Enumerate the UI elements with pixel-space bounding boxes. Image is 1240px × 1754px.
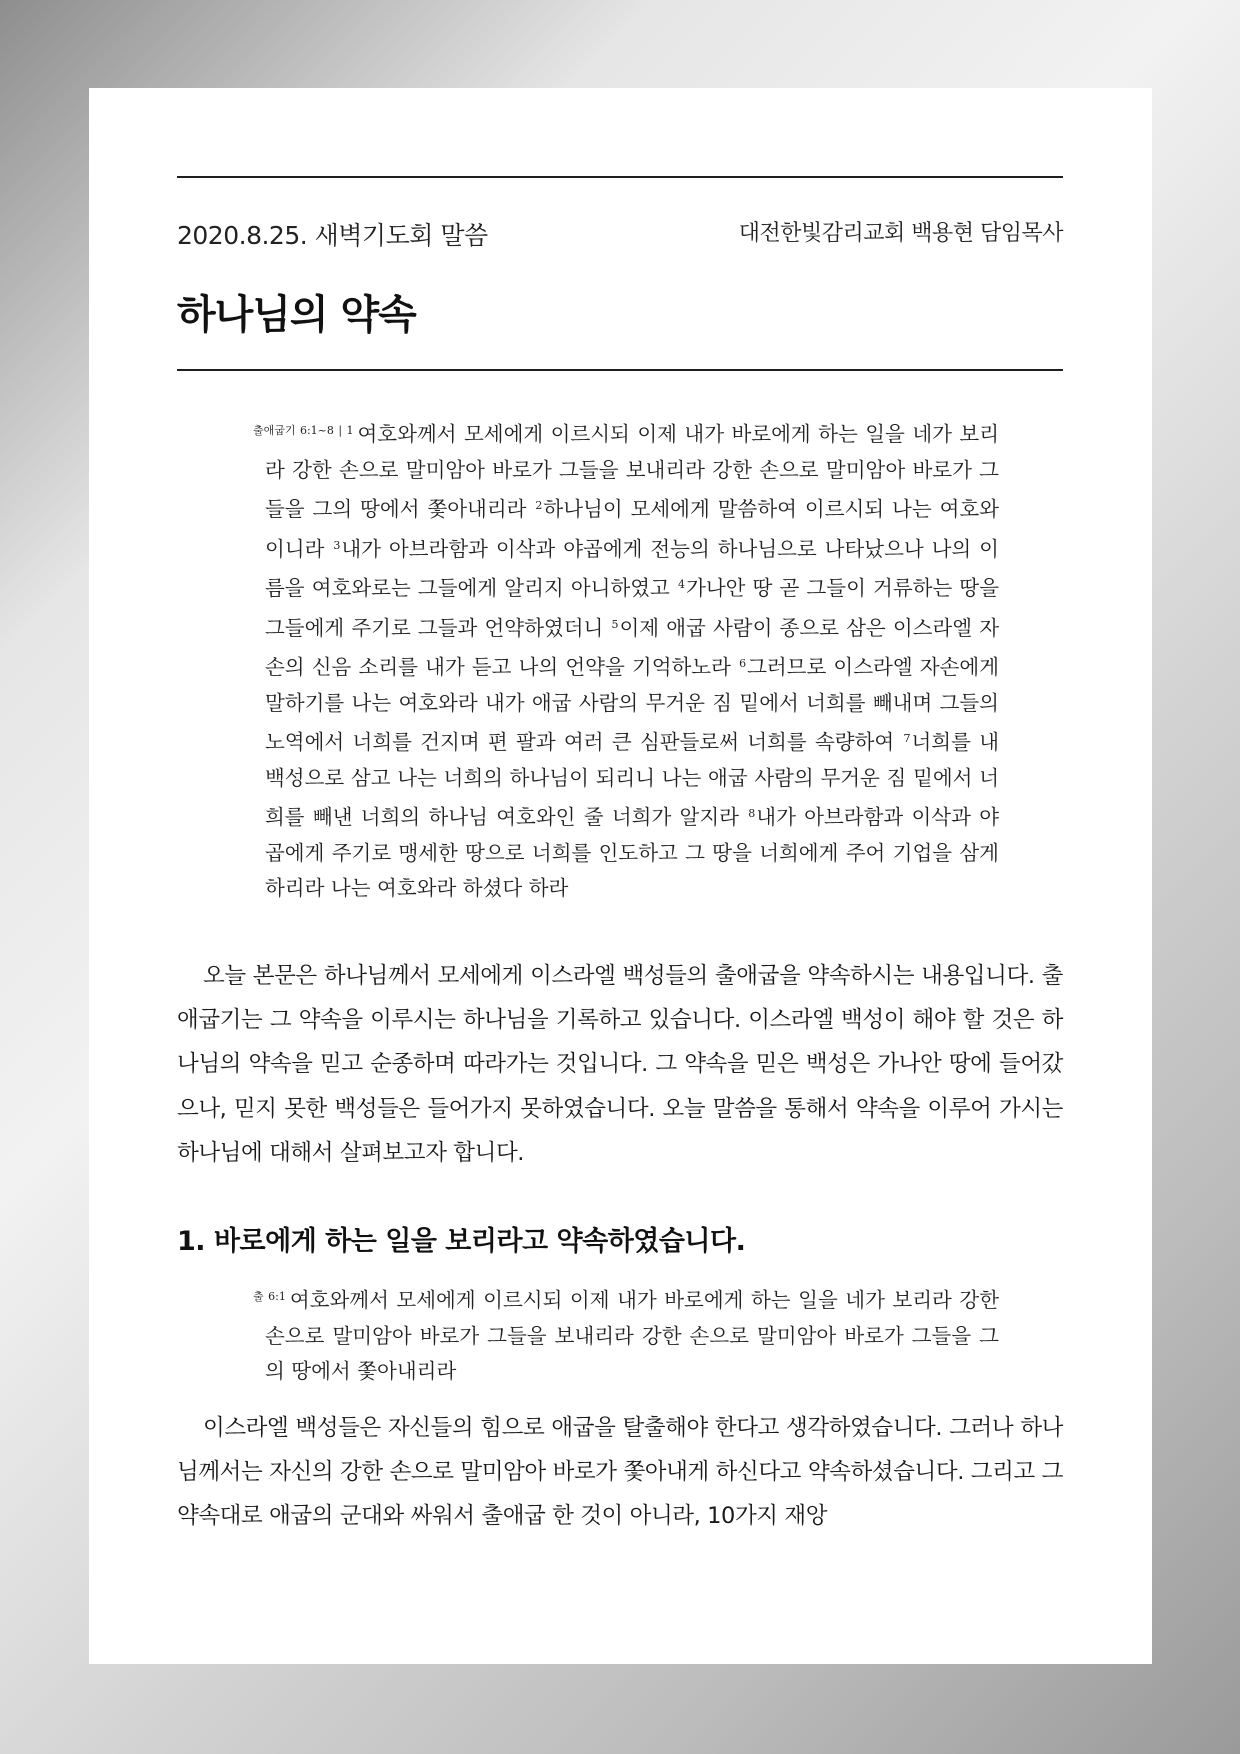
verse-text: 내가 아브라함과 이삭과 야곱에게 주기로 맹세한 땅으로 너희를 인도하고 그 땅을 너희에게 주어 기업을 삼게 하리라 나는 여호와라 하셨다 하라: [265, 805, 999, 900]
verse-text: 내가 아브라함과 이삭과 야곱에게 전능의 하나님으로 나타났으나 나의 이름을 여호와로는 그들에게 알리지 아니하였고: [265, 536, 999, 600]
scripture-reference: 출애굽기 6:1~8 | 1: [253, 424, 354, 437]
section-verse: [253, 1279, 999, 1390]
intro-paragraph: 오늘 본문은 하나님께서 모세에게 이스라엘 백성들의 출애굽을 약속하시는 내용입니다. 출애굽기는 그 약속을 이루시는 하나님을 기록하고 있습니다. 이스라엘 백성이 해야 할 것은 하나님의 약속을 믿고 순종하며 따라가는 것입니다. 그 약속을 믿은 백성은 가나안 땅에 들어갔으나, 믿지 못한 백성들은 들어가지 못하였습니다. 오늘 말씀을 통해서 약속을 이루어 가시는 하나님에 대해서 살펴보고자 합니다.: [177, 963, 1063, 1166]
page-title: 하나님의 약속: [177, 292, 416, 338]
verse-text: 그러므로 이스라엘 자손에게 말하기를 나는 여호와라 내가 애굽 사람의 무거운 짐 밑에서 너희를 빼내며 그들의 노역에서 너희를 건지며 편 팔과 여러 큰 심판들로써 너희를 속량하여: [265, 655, 999, 754]
scripture-passage: [253, 413, 999, 907]
verse-text: 너희를 내 백성으로 삼고 나는 너희의 하나님이 되리니 나는 애굽 사람의 무거운 짐 밑에서 너희를 빼낸 너희의 하나님 여호와인 줄 너희가 알지라: [265, 730, 999, 829]
verse-number: 6: [739, 657, 747, 670]
verse-text: 여호와께서 모세에게 이르시되 이제 내가 바로에게 하는 일을 네가 보리라 강한 손으로 말미암아 바로가 그들을 보내리라 강한 손으로 말미암아 바로가 그들을 그의 땅에서 쫓아내리라: [265, 422, 999, 521]
section-paragraph: 이스라엘 백성들은 자신들의 힘으로 애굽을 탈출해야 한다고 생각하였습니다. 그러나 하나님께서는 자신의 강한 손으로 말미암아 바로가 쫓아내게 하신다고 약속하셨습니다. 그리고 그 약속대로 애굽의 군대와 싸워서 출애굽 한 것이 아니라, 10가지 재앙: [177, 1415, 1063, 1530]
verse-number: 7: [903, 732, 911, 745]
section-verse-text: 여호와께서 모세에게 이르시되 이제 내가 바로에게 하는 일을 네가 보리라 강한 손으로 말미암아 바로가 그들을 보내리라 강한 손으로 말미암아 바로가 그들을 그의 땅에서 쫓아내리라: [265, 1288, 1000, 1383]
top-rule: [177, 176, 1063, 178]
section-heading: 1. 바로에게 하는 일을 보리라고 약속하였습니다.: [177, 1226, 746, 1257]
verse-number: 2: [535, 499, 543, 512]
verse-number: 3: [333, 538, 341, 552]
title-rule: [177, 369, 1063, 371]
church-author: 대전한빛감리교회 백용현 담임목사: [738, 221, 1063, 246]
verse-text: 하나님이 모세에게 말씀하여 이르시되 나는 여호와이니라: [265, 497, 1000, 561]
sermon-date: 2020.8.25. 새벽기도회 말씀: [177, 221, 488, 250]
section-verse-reference: 출 6:1: [253, 1290, 286, 1303]
document-page: [89, 88, 1152, 1664]
verse-number: 8: [748, 807, 756, 820]
verse-text: 가나안 땅 곧 그들이 거류하는 땅을 그들에게 주기로 그들과 언약하였더니: [265, 576, 1000, 640]
verse-text: 이제 애굽 사람이 종으로 삼은 이스라엘 자손의 신음 소리를 내가 듣고 나의 언약을 기억하노라: [265, 615, 999, 679]
verse-number: 4: [678, 578, 686, 591]
verse-number: 5: [611, 617, 619, 631]
